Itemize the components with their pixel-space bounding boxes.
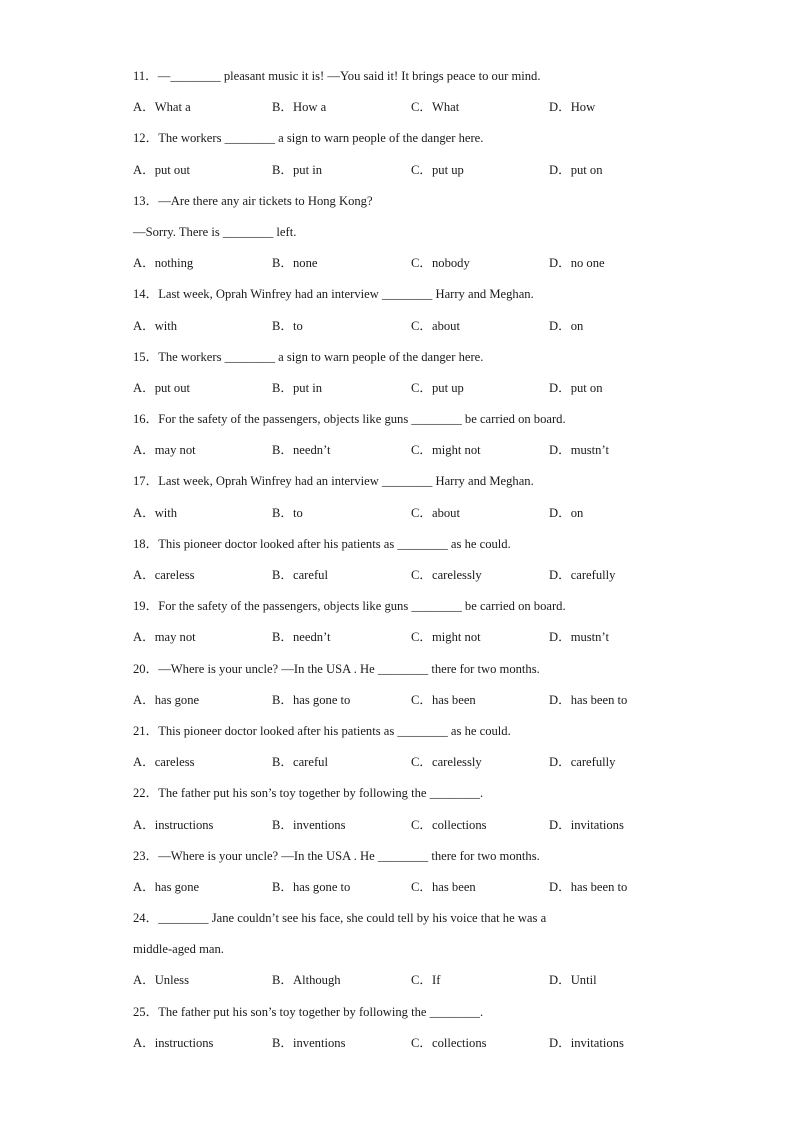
question-item: [133, 846, 693, 908]
answer-options: [133, 752, 693, 783]
option-d[interactable]: D．carefully: [549, 755, 616, 770]
question-item: [133, 908, 693, 1002]
option-d[interactable]: D．invitations: [549, 1035, 624, 1050]
answer-options: [133, 316, 693, 347]
option-c[interactable]: C．might not: [411, 630, 481, 645]
option-d[interactable]: D．on: [549, 318, 584, 333]
option-b[interactable]: B．inventions: [272, 1035, 346, 1050]
question-stem-continued: —Sorry. There is ________ left.: [133, 224, 297, 239]
question-item: [133, 721, 693, 783]
question-stem: 16．For the safety of the passengers, objects like guns ________ be carried on board.: [133, 412, 566, 427]
option-b[interactable]: B．needn’t: [272, 443, 331, 458]
option-b[interactable]: B．has gone to: [272, 879, 351, 894]
option-d[interactable]: D．no one: [549, 256, 605, 271]
option-d[interactable]: D．invitations: [549, 817, 624, 832]
option-a[interactable]: A．may not: [133, 443, 196, 458]
question-item: [133, 409, 693, 471]
option-b[interactable]: B．put in: [272, 380, 323, 395]
option-c[interactable]: C．has been: [411, 879, 476, 894]
option-d[interactable]: D．mustn’t: [549, 443, 609, 458]
answer-options: [133, 627, 693, 658]
option-a[interactable]: A．careless: [133, 568, 195, 582]
answer-options: [133, 1033, 693, 1064]
option-c[interactable]: C．If: [411, 973, 441, 988]
question-item: [133, 347, 693, 409]
option-b[interactable]: B．needn’t: [272, 630, 331, 645]
option-d[interactable]: D．Until: [549, 973, 597, 988]
option-a[interactable]: A．with: [133, 505, 178, 520]
answer-options: [133, 690, 693, 721]
option-a[interactable]: A．put out: [133, 162, 191, 177]
option-c[interactable]: C．put up: [411, 380, 464, 395]
option-d[interactable]: D．mustn’t: [549, 630, 609, 645]
question-item: [133, 659, 693, 721]
answer-options: [133, 378, 693, 409]
question-item: [133, 1002, 693, 1064]
option-b[interactable]: B．How a: [272, 100, 327, 115]
question-item: [133, 66, 693, 128]
option-a[interactable]: A．instructions: [133, 1035, 214, 1050]
option-a[interactable]: A．What a: [133, 100, 191, 115]
question-item: [133, 471, 693, 533]
option-d[interactable]: D．How: [549, 100, 596, 115]
option-a[interactable]: A．has gone: [133, 692, 200, 707]
answer-options: [133, 565, 693, 596]
option-b[interactable]: B．inventions: [272, 817, 346, 832]
question-stem: 24．________ Jane couldn’t see his face, she could tell by his voice that he was a: [133, 911, 547, 926]
option-a[interactable]: A．put out: [133, 380, 191, 395]
question-list: [133, 66, 693, 1064]
option-b[interactable]: B．careful: [272, 568, 328, 582]
option-a[interactable]: A．nothing: [133, 256, 194, 271]
question-stem: 19．For the safety of the passengers, objects like guns ________ be carried on board.: [133, 599, 566, 614]
option-a[interactable]: A．with: [133, 318, 178, 333]
option-d[interactable]: D．has been to: [549, 879, 628, 894]
option-c[interactable]: C．collections: [411, 817, 487, 832]
question-stem-continued: middle-aged man.: [133, 942, 224, 957]
question-item: [133, 284, 693, 346]
option-c[interactable]: C．What: [411, 100, 460, 115]
option-c[interactable]: C．put up: [411, 162, 464, 177]
answer-options: [133, 815, 693, 846]
answer-options: [133, 253, 693, 284]
option-c[interactable]: C．has been: [411, 692, 476, 707]
option-d[interactable]: D．put on: [549, 380, 603, 395]
option-d[interactable]: D．carefully: [549, 568, 616, 582]
question-stem: 17．Last week, Oprah Winfrey had an interview ________ Harry and Meghan.: [133, 474, 534, 489]
question-stem: 18．This pioneer doctor looked after his patients as ________ as he could.: [133, 536, 511, 551]
answer-options: [133, 503, 693, 534]
answer-options: [133, 877, 693, 908]
question-stem: 22．The father put his son’s toy together by following the ________.: [133, 786, 484, 801]
option-a[interactable]: A．careless: [133, 755, 195, 770]
option-a[interactable]: A．has gone: [133, 879, 200, 894]
question-stem: 14．Last week, Oprah Winfrey had an interview ________ Harry and Meghan.: [133, 287, 534, 302]
option-c[interactable]: C．carelessly: [411, 568, 482, 582]
option-b[interactable]: B．put in: [272, 162, 323, 177]
answer-options: [133, 97, 693, 128]
question-stem: 25．The father put his son’s toy together by following the ________.: [133, 1004, 484, 1019]
option-d[interactable]: D．on: [549, 505, 584, 520]
question-item: [133, 534, 693, 596]
question-item: [133, 191, 693, 285]
answer-options: [133, 440, 693, 471]
option-c[interactable]: C．might not: [411, 443, 481, 458]
question-stem: 20．—Where is your uncle? —In the USA . He ________ there for two months.: [133, 661, 540, 676]
option-c[interactable]: C．about: [411, 505, 460, 520]
question-stem: 12．The workers ________ a sign to warn people of the danger here.: [133, 131, 484, 146]
question-stem: 13．—Are there any air tickets to Hong Kong?: [133, 193, 373, 208]
option-a[interactable]: A．Unless: [133, 973, 189, 988]
answer-options: [133, 160, 693, 191]
question-stem: 23．—Where is your uncle? —In the USA . He ________ there for two months.: [133, 848, 540, 863]
question-item: [133, 596, 693, 658]
option-b[interactable]: B．has gone to: [272, 692, 351, 707]
option-d[interactable]: D．put on: [549, 162, 603, 177]
answer-options: [133, 970, 693, 1001]
option-d[interactable]: D．has been to: [549, 692, 628, 707]
question-item: [133, 783, 693, 845]
option-b[interactable]: B．careful: [272, 755, 328, 770]
option-c[interactable]: C．carelessly: [411, 755, 482, 770]
question-item: [133, 128, 693, 190]
option-a[interactable]: A．instructions: [133, 817, 214, 832]
option-c[interactable]: C．nobody: [411, 256, 470, 271]
question-stem: 11．—________ pleasant music it is! —You said it! It brings peace to our mind.: [133, 69, 541, 83]
option-b[interactable]: B．Although: [272, 973, 341, 988]
option-b[interactable]: B．to: [272, 318, 303, 333]
option-a[interactable]: A．may not: [133, 630, 196, 645]
question-stem: 15．The workers ________ a sign to warn people of the danger here.: [133, 349, 484, 364]
question-stem: 21．This pioneer doctor looked after his patients as ________ as he could.: [133, 723, 511, 738]
option-c[interactable]: C．collections: [411, 1035, 487, 1050]
option-c[interactable]: C．about: [411, 318, 460, 333]
option-b[interactable]: B．to: [272, 505, 303, 520]
option-b[interactable]: B．none: [272, 256, 318, 271]
